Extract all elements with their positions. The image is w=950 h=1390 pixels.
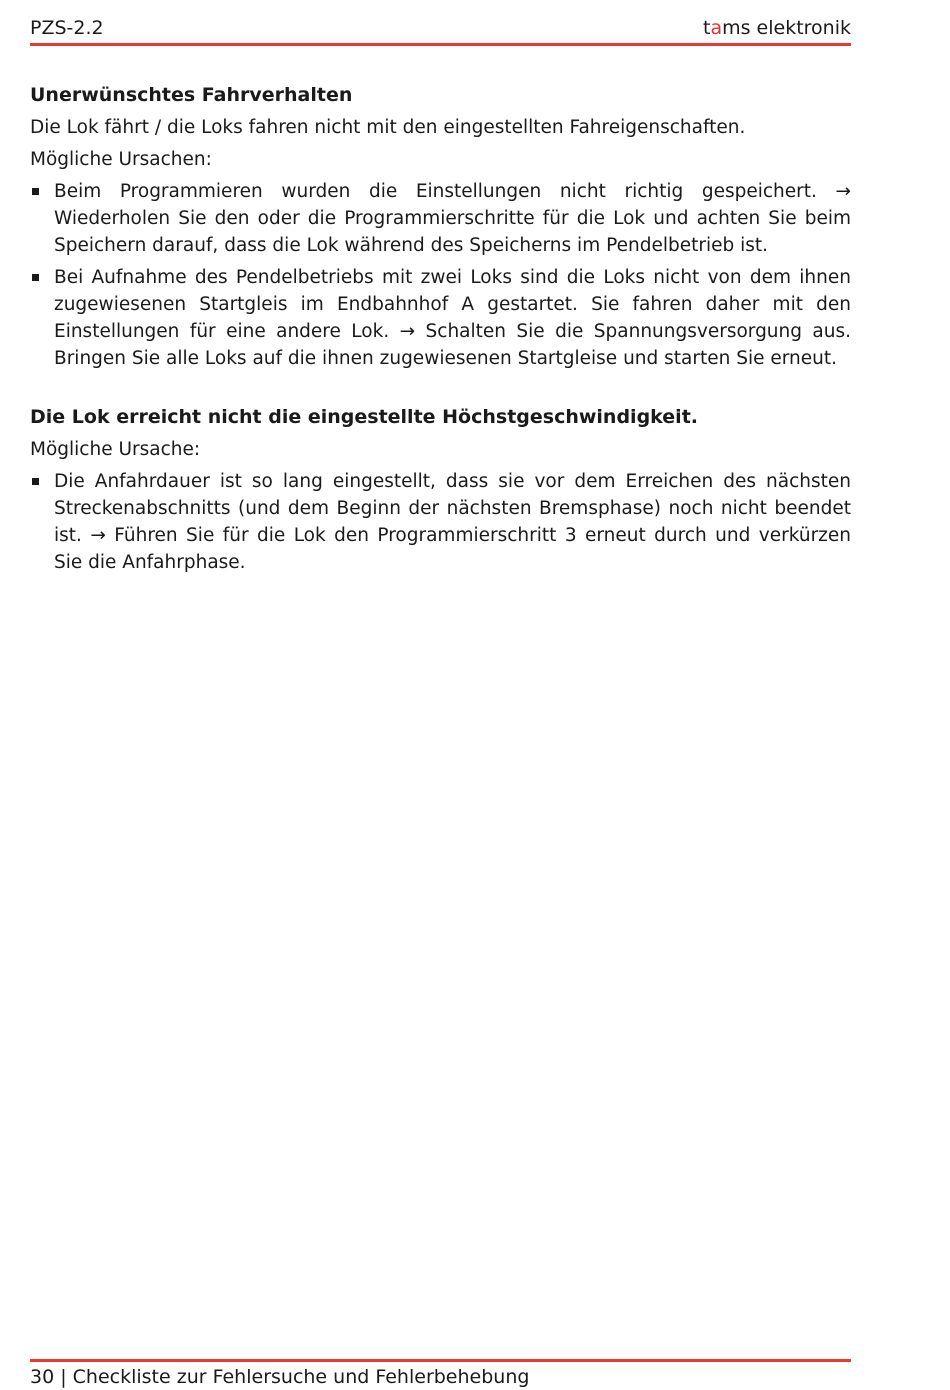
bullet-icon [32, 478, 39, 485]
causes-label: Mögliche Ursache: [30, 439, 201, 460]
section-heading-unwanted-behavior: Unerwünschtes Fahrverhalten [30, 84, 353, 106]
footer-divider [30, 1359, 851, 1362]
list-item-text: Beim Programmieren wurden die Einstellungen nicht richtig gespeichert. → Wiederholen Sie den oder die Programmierschritte für die Lok und achten Sie beim Speichern darauf, dass die Lok während des Speicherns im Pendelbetrieb ist. [54, 181, 851, 256]
list-item [30, 468, 851, 576]
document-id: PZS-2.2 [30, 17, 104, 39]
brand-name-rest: ms elektronik [722, 17, 851, 39]
section-intro: Die Lok fährt / die Loks fahren nicht mit den eingestellten Fahreigenschaften. [30, 117, 746, 138]
list-item-text: Bei Aufnahme des Pendelbetriebs mit zwei Loks sind die Loks nicht von dem ihnen zugewiesenen Startgleis im Endbahnhof A gestartet. Sie fahren daher mit den Einstellungen für eine andere Lok. → Schalten Sie die Spannungsversorgung aus. Bringen Sie alle Loks auf die ihnen zugewiesenen Startgleise und starten Sie erneut. [54, 267, 851, 369]
header-divider [30, 43, 851, 46]
causes-list [30, 468, 851, 576]
bullet-icon [32, 188, 39, 195]
causes-label: Mögliche Ursachen: [30, 149, 212, 170]
brand-name [703, 14, 851, 42]
list-item [30, 264, 851, 372]
bullet-icon [32, 274, 39, 281]
page-footer: 30 | Checkliste zur Fehlersuche und Fehlerbehebung [30, 1366, 530, 1388]
causes-list [30, 178, 851, 372]
brand-letter-a: a [710, 17, 723, 39]
section-heading-max-speed: Die Lok erreicht nicht die eingestellte Höchstgeschwindigkeit. [30, 406, 698, 428]
brand-letter-t: t [702, 17, 711, 39]
page-header [30, 14, 851, 42]
list-item-text: Die Anfahrdauer ist so lang eingestellt, dass sie vor dem Erreichen des nächsten Streckenabschnitts (und dem Beginn der nächsten Bremsphase) noch nicht beendet ist. → Führen Sie für die Lok den Programmierschritt 3 erneut durch und verkürzen Sie die Anfahrphase. [54, 471, 851, 573]
list-item [30, 178, 851, 259]
page-body [30, 82, 851, 581]
